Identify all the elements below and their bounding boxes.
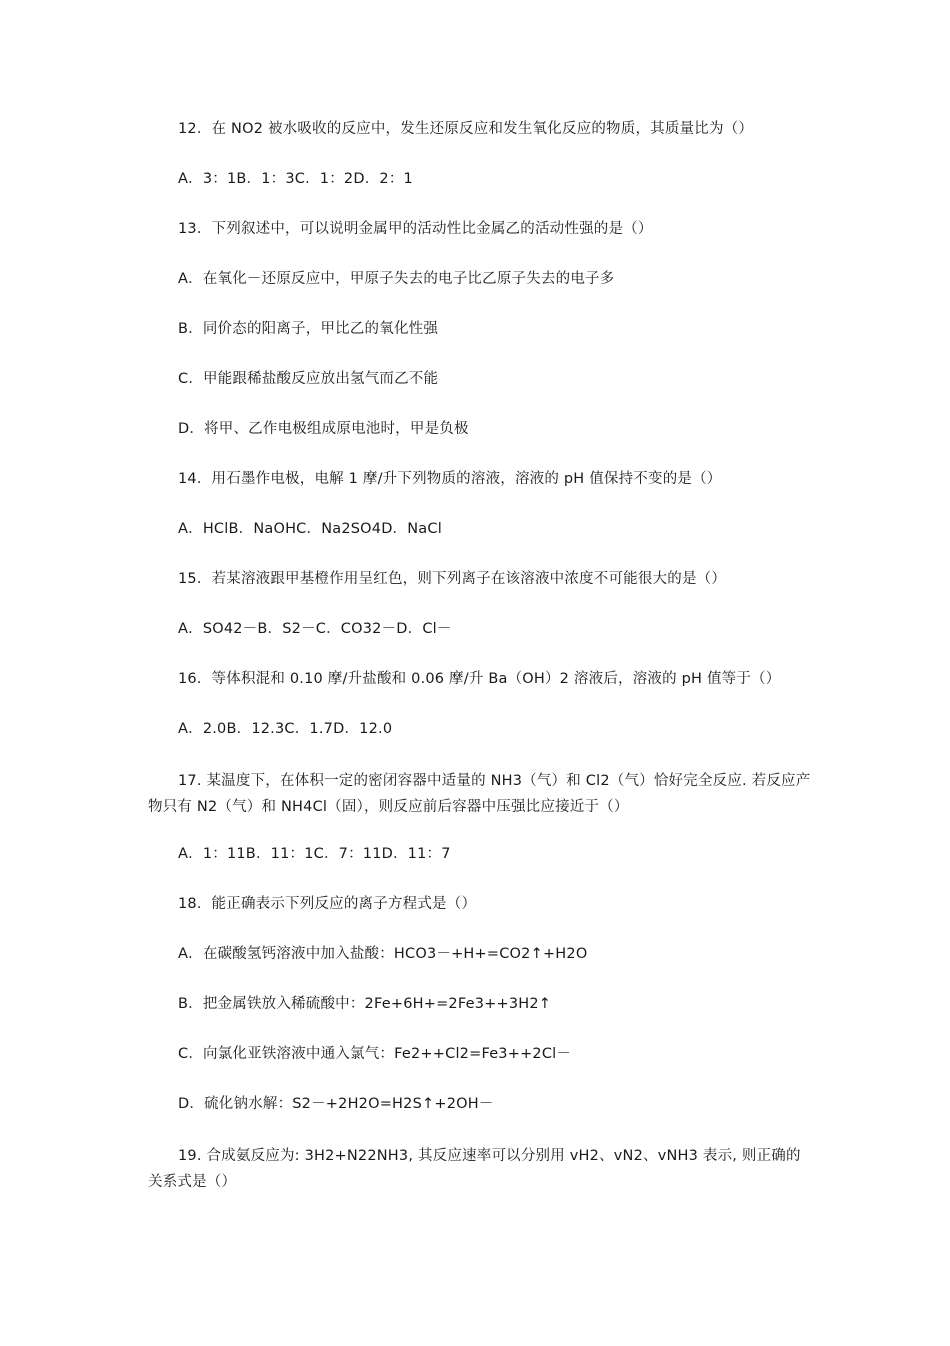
question-16-stem: 16．等体积混和 0.10 摩/升盐酸和 0.06 摩/升 Ba（OH）2 溶液后，溶液的 pH 值等于（） [178,671,781,687]
question-17-stem: 17. 某温度下，在体积一定的密闭容器中适量的 NH3（气）和 Cl2（气）恰好完全反应. 若反应产物只有 N2（气）和 NH4Cl（固），则反应前后容器中压强比应接近于（） [148,773,811,815]
question-13-option-b: B．同价态的阳离子，甲比乙的氧化性强 [178,321,439,337]
question-18-stem: 18．能正确表示下列反应的离子方程式是（） [178,896,477,912]
question-15-stem: 15．若某溶液跟甲基橙作用呈红色，则下列离子在该溶液中浓度不可能很大的是（） [178,571,727,587]
question-14-options: A．HClB．NaOHC．Na2SO4D．NaCl [178,521,442,537]
question-18-option-b: B．把金属铁放入稀硫酸中：2Fe+6H+=2Fe3++3H2↑ [178,996,552,1012]
question-12-stem: 12．在 NO2 被水吸收的反应中，发生还原反应和发生氧化反应的物质，其质量比为（） [178,121,754,137]
question-15-options: A．SO42－B．S2－C．CO32－D．Cl－ [178,621,452,637]
question-14-stem: 14．用石墨作电极，电解 1 摩/升下列物质的溶液，溶液的 pH 值保持不变的是（） [178,471,722,487]
question-13-option-c: C．甲能跟稀盐酸反应放出氢气而乙不能 [178,371,439,387]
question-12-options: A．3：1B．1：3C．1：2D．2：1 [178,171,413,187]
question-13-option-d: D．将甲、乙作电极组成原电池时，甲是负极 [178,421,469,437]
question-19-stem: 19. 合成氨反应为: 3H2+N22NH3, 其反应速率可以分别用 vH2、vN2、vNH3 表示, 则正确的关系式是（） [148,1148,801,1190]
question-18-option-a: A．在碳酸氢钙溶液中加入盐酸：HCO3－+H+=CO2↑+H2O [178,946,588,962]
question-17-options: A．1：11B．11：1C．7：11D．11：7 [178,846,451,862]
question-18-option-c: C．向氯化亚铁溶液中通入氯气：Fe2++Cl2=Fe3++2Cl－ [178,1046,572,1062]
question-13-option-a: A．在氧化－还原反应中，甲原子失去的电子比乙原子失去的电子多 [178,271,615,287]
question-18-option-d: D．硫化钠水解：S2－+2H2O=H2S↑+2OH－ [178,1096,494,1112]
question-13-stem: 13．下列叙述中，可以说明金属甲的活动性比金属乙的活动性强的是（） [178,221,653,237]
question-16-options: A．2.0B．12.3C．1.7D．12.0 [178,721,393,737]
